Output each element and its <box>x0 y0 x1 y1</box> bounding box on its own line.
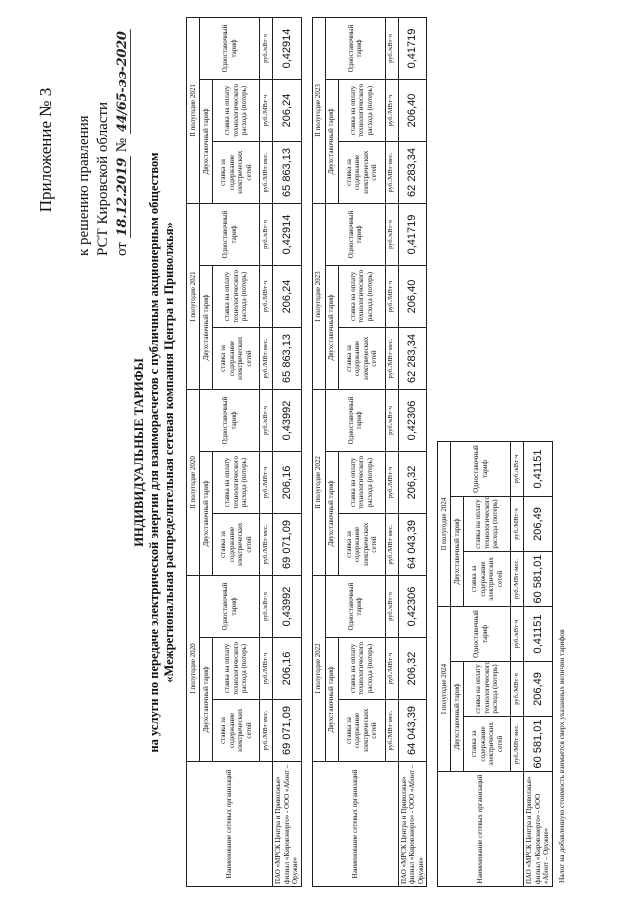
rate-loss-header: ставка на оплату технологического расхода (потерь) <box>213 452 260 514</box>
unit-mwh: руб./МВт·ч <box>511 497 524 552</box>
document-heading <box>132 0 177 905</box>
rate-maintenance-header: ставка за содержание электрических сетей <box>338 514 385 576</box>
unit-mw: руб./МВт·мес. <box>260 514 273 576</box>
table-row <box>524 442 553 887</box>
rate-loss-header: ставка на оплату технологического расхода (потерь) <box>338 452 385 514</box>
unit-mw: руб./МВт·мес. <box>260 142 273 204</box>
one-part-tariff-value: 0,42306 <box>398 390 427 452</box>
rate-maintenance-value: 64 043,39 <box>398 700 427 762</box>
rate-loss-value: 206,16 <box>273 452 302 514</box>
rate-loss-header: ставка на оплату технологического расхода (потерь) <box>464 662 511 717</box>
period-header: I полугодие 2021 <box>187 204 200 390</box>
rate-loss-header: ставка на оплату технологического расхода (потерь) <box>213 638 260 700</box>
rate-maintenance-value: 69 071,09 <box>273 514 302 576</box>
unit-mw: руб./МВт·мес. <box>385 514 398 576</box>
one-part-tariff-header: Одноставочный тариф <box>200 390 260 452</box>
vat-footnote: Налог на добавленную стоимость взимается сверх указанных величин тарифов <box>556 629 566 883</box>
table-row <box>325 18 338 887</box>
unit-mwh: руб./МВт·ч <box>260 80 273 142</box>
tariff-block-1 <box>186 17 302 887</box>
unit-mw: руб./МВт·мес. <box>385 142 398 204</box>
period-header: II полугодие 2023 <box>312 18 325 204</box>
unit-mwh: руб./МВт·ч <box>385 80 398 142</box>
unit-mwh: руб./МВт·ч <box>260 266 273 328</box>
unit-kwh: руб./кВт·ч <box>385 576 398 638</box>
one-part-tariff-value: 0,41151 <box>524 607 553 662</box>
two-part-tariff-header: Двухставочный тариф <box>200 80 213 204</box>
period-header: II полугодие 2021 <box>187 18 200 204</box>
period-header: II полугодие 2024 <box>438 442 451 607</box>
rate-maintenance-header: ставка за содержание электрических сетей <box>213 328 260 390</box>
rate-maintenance-header: ставка за содержание электрических сетей <box>338 700 385 762</box>
two-part-tariff-header: Двухставочный тариф <box>451 497 464 607</box>
two-part-tariff-header: Двухставочный тариф <box>325 638 338 762</box>
rate-maintenance-header: ставка за содержание электрических сетей <box>464 552 511 607</box>
unit-mwh: руб./МВт·ч <box>385 638 398 700</box>
one-part-tariff-header: Одноставочный тариф <box>200 576 260 638</box>
rate-loss-value: 206,32 <box>398 452 427 514</box>
table-row <box>438 442 451 887</box>
table-row <box>398 18 427 887</box>
one-part-tariff-header: Одноставочный тариф <box>325 576 385 638</box>
one-part-tariff-header: Одноставочный тариф <box>451 442 511 497</box>
one-part-tariff-value: 0,42914 <box>273 18 302 80</box>
unit-mw: руб./МВт·мес. <box>385 700 398 762</box>
rate-loss-header: ставка на оплату технологического расхода (потерь) <box>213 266 260 328</box>
period-header: II полугодие 2020 <box>187 390 200 576</box>
rate-loss-header: ставка на оплату технологического расхода (потерь) <box>338 80 385 142</box>
rate-maintenance-value: 64 043,39 <box>398 514 427 576</box>
rate-loss-value: 206,40 <box>398 80 427 142</box>
tariff-table <box>437 441 553 887</box>
period-header: I полугодие 2022 <box>312 576 325 762</box>
unit-mw: руб./МВт·мес. <box>260 328 273 390</box>
org-header: Наименование сетевых организаций <box>187 762 273 887</box>
tariff-table <box>312 17 428 887</box>
rate-loss-value: 206,16 <box>273 638 302 700</box>
one-part-tariff-value: 0,41151 <box>524 442 553 497</box>
two-part-tariff-header: Двухставочный тариф <box>200 638 213 762</box>
one-part-tariff-value: 0,41719 <box>398 204 427 266</box>
rate-maintenance-header: ставка за содержание электрических сетей <box>213 514 260 576</box>
unit-mw: руб./МВт·мес. <box>511 552 524 607</box>
rate-maintenance-header: ставка за содержание электрических сетей <box>464 717 511 772</box>
heading-line-2: на услуги по передаче электрической энергии для взаиморасчетов с публичным акционерным обществом <box>147 152 161 753</box>
period-header: II полугодие 2022 <box>312 390 325 576</box>
period-header: I полугодие 2024 <box>438 607 451 772</box>
unit-kwh: руб./кВт·ч <box>511 607 524 662</box>
unit-mwh: руб./МВт·ч <box>511 662 524 717</box>
rate-loss-value: 206,49 <box>524 497 553 552</box>
rate-loss-value: 206,24 <box>273 266 302 328</box>
tariff-table <box>186 17 302 887</box>
one-part-tariff-header: Одноставочный тариф <box>451 607 511 662</box>
heading-title: ИНДИВИДУАЛЬНЫЕ ТАРИФЫ <box>132 358 146 547</box>
appendix-block <box>36 31 132 256</box>
table-row <box>385 18 398 887</box>
rate-maintenance-header: ставка за содержание электрических сетей <box>338 142 385 204</box>
unit-mw: руб./МВт·мес. <box>511 717 524 772</box>
rate-maintenance-value: 62 283,34 <box>398 328 427 390</box>
table-row <box>187 18 200 887</box>
rate-loss-value: 206,24 <box>273 80 302 142</box>
rate-maintenance-header: ставка за содержание электрических сетей <box>213 142 260 204</box>
org-name: ПАО «МРСК Центра и Приволжья» филиал «Кировэнерго» - ООО «Абонт – Оружие» <box>273 762 302 887</box>
period-header: I полугодие 2023 <box>312 204 325 390</box>
rate-loss-value: 206,49 <box>524 662 553 717</box>
unit-mw: руб./МВт·мес. <box>260 700 273 762</box>
one-part-tariff-value: 0,43992 <box>273 390 302 452</box>
appendix-line-2: РСТ Кировской области <box>95 101 111 256</box>
table-row <box>200 18 213 887</box>
unit-kwh: руб./кВт·ч <box>260 204 273 266</box>
two-part-tariff-header: Двухставочный тариф <box>451 662 464 772</box>
unit-kwh: руб./кВт·ч <box>385 390 398 452</box>
unit-kwh: руб./кВт·ч <box>260 576 273 638</box>
rate-maintenance-value: 69 071,09 <box>273 700 302 762</box>
unit-mwh: руб./МВт·ч <box>385 452 398 514</box>
one-part-tariff-header: Одноставочный тариф <box>200 18 260 80</box>
appendix-number: Приложение № 3 <box>36 87 55 213</box>
two-part-tariff-header: Двухставочный тариф <box>200 452 213 576</box>
tariff-block-3 <box>437 441 553 887</box>
one-part-tariff-value: 0,42306 <box>398 576 427 638</box>
appendix-date: 18.12.2019 <box>115 157 130 237</box>
one-part-tariff-value: 0,43992 <box>273 576 302 638</box>
unit-mwh: руб./МВт·ч <box>385 266 398 328</box>
period-header: I полугодие 2020 <box>187 576 200 762</box>
table-row <box>273 18 302 887</box>
one-part-tariff-header: Одноставочный тариф <box>325 204 385 266</box>
rate-maintenance-value: 60 581,01 <box>524 552 553 607</box>
org-name: ПАО «МРСК Центра и Приволжья» филиал «Кировэнерго» - ООО «Абонт – Оружие» <box>524 772 553 887</box>
rate-loss-header: ставка на оплату технологического расхода (потерь) <box>338 266 385 328</box>
one-part-tariff-header: Одноставочный тариф <box>325 18 385 80</box>
appendix-date-prefix: от <box>114 242 130 256</box>
one-part-tariff-value: 0,42914 <box>273 204 302 266</box>
unit-kwh: руб./кВт·ч <box>511 442 524 497</box>
rate-maintenance-value: 62 283,34 <box>398 142 427 204</box>
unit-mw: руб./МВт·мес. <box>385 328 398 390</box>
unit-kwh: руб./кВт·ч <box>260 18 273 80</box>
table-row <box>213 18 260 887</box>
tariff-block-2 <box>312 17 428 887</box>
table-row <box>338 18 385 887</box>
unit-mwh: руб./МВт·ч <box>260 638 273 700</box>
org-name: ПАО «МРСК Центра и Приволжья» филиал «Кировэнерго» - ООО «Абонт – Оружие» <box>398 762 427 887</box>
rate-loss-header: ставка на оплату технологического расхода (потерь) <box>338 638 385 700</box>
unit-kwh: руб./кВт·ч <box>385 204 398 266</box>
table-row <box>260 18 273 887</box>
two-part-tariff-header: Двухставочный тариф <box>325 266 338 390</box>
unit-kwh: руб./кВт·ч <box>260 390 273 452</box>
unit-mwh: руб./МВт·ч <box>260 452 273 514</box>
rate-maintenance-header: ставка за содержание электрических сетей <box>213 700 260 762</box>
one-part-tariff-header: Одноставочный тариф <box>200 204 260 266</box>
rate-maintenance-value: 65 863,13 <box>273 142 302 204</box>
rate-loss-value: 206,32 <box>398 638 427 700</box>
rate-loss-value: 206,40 <box>398 266 427 328</box>
one-part-tariff-value: 0,41719 <box>398 18 427 80</box>
appendix-line-3 <box>113 31 132 256</box>
rate-maintenance-value: 65 863,13 <box>273 328 302 390</box>
one-part-tariff-header: Одноставочный тариф <box>325 390 385 452</box>
rate-maintenance-value: 60 581,01 <box>524 717 553 772</box>
appendix-decision-number: 44/65-ээ-2020 <box>115 31 130 133</box>
rate-maintenance-header: ставка за содержание электрических сетей <box>338 328 385 390</box>
two-part-tariff-header: Двухставочный тариф <box>325 80 338 204</box>
rate-loss-header: ставка на оплату технологического расхода (потерь) <box>213 80 260 142</box>
tariff-tables <box>186 17 566 887</box>
heading-line-3: «Межрегиональная распределительная сетевая компания Центра и Приволжья» <box>162 222 176 683</box>
unit-kwh: руб./кВт·ч <box>385 18 398 80</box>
appendix-number-sign: № <box>114 137 130 153</box>
two-part-tariff-header: Двухставочный тариф <box>325 452 338 576</box>
rate-loss-header: ставка на оплату технологического расхода (потерь) <box>464 497 511 552</box>
table-row <box>312 18 325 887</box>
org-header: Наименование сетевых организаций <box>438 772 524 887</box>
two-part-tariff-header: Двухставочный тариф <box>200 266 213 390</box>
org-header: Наименование сетевых организаций <box>312 762 398 887</box>
appendix-line-1: к решению правления <box>76 115 92 256</box>
